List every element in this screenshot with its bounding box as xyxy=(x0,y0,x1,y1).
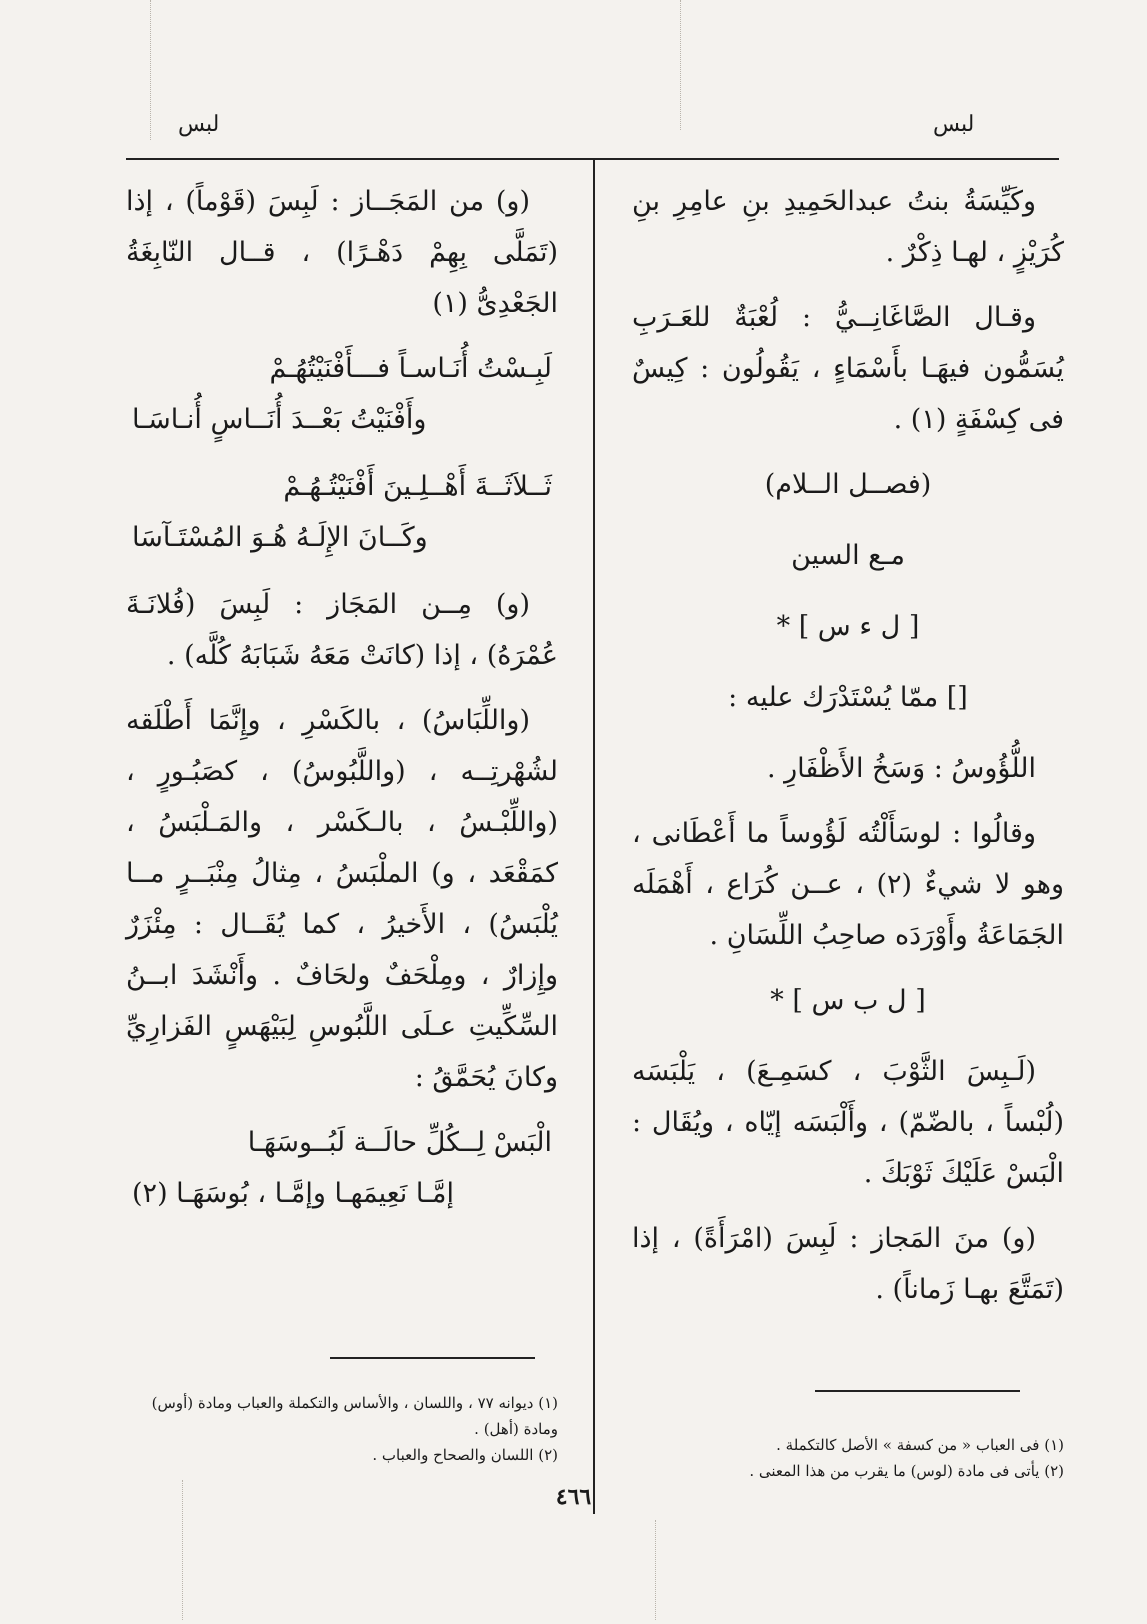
footnote-rule xyxy=(330,1357,535,1359)
verse-hemistich: إمَّـا نَعِيمَهـا وإمَّـا ، بُوسَهَـا (٢) xyxy=(132,1178,455,1209)
running-header-right: لبس xyxy=(933,112,975,137)
verse-hemistich: لَبِـسْتُ أُنَـاسـاً فـــأَفْنَيْتُهُـمْ xyxy=(269,353,552,384)
paragraph: وقـال الصَّاغَانِــيُّ : لُعْبَةٌ للعَـرَبِ يُسَمُّون فيهَـا بأَسْمَاءٍ ، يَقُولُون : كِيسٌ فى كِسْفَةٍ (١) . xyxy=(632,302,1064,435)
paragraph: (لَـبِسَ الثَّوْبَ ، كسَمِـعَ) ، يَلْبَسَه (لُبْساً ، بالضّمّ) ، وأَلْبَسَه إيّاه ، ويُقَال : الْبَسْ عَلَيْكَ ثَوْبَكَ . xyxy=(632,1056,1064,1189)
scan-artifact-line xyxy=(150,0,151,140)
root-note: [] ممّا يُسْتَدْرَك عليه : xyxy=(728,682,968,713)
verse-hemistich: وأَفْنَيْتُ بَعْــدَ أُنَــاسٍ أُنـاسَـا xyxy=(132,404,427,435)
page-number: ٤٦٦ xyxy=(555,1484,592,1510)
verse-hemistich: ثَــلاَثَــةَ أَهْــلِـينَ أَفْنَيْتُـهُـمْ xyxy=(283,471,552,502)
paragraph: وقالُوا : لوسَأَلْتُه لَؤُوساً ما أَعْطَانى ، وهو لا شيءٌ (٢) ، عــن كُرَاع ، أَهْمَلَه الجَمَاعَةُ وأَوْرَدَه صاحِبُ اللِّسَانِ . xyxy=(632,818,1064,951)
footnotes-right xyxy=(630,1432,1064,1484)
paragraph: اللُّؤُوسُ : وَسَخُ الأَظْفَارِ . xyxy=(766,753,1036,784)
scan-artifact-line xyxy=(680,0,681,130)
section-title: (فصــل الــلام) xyxy=(764,469,932,500)
left-column xyxy=(126,176,558,1235)
root-heading: [ ل ء س ] * xyxy=(776,611,920,642)
paragraph: (واللِّبَاسُ) ، بالكَسْرِ ، وإِنَّمَا أَطْلَقه لشُهْرتِــه ، (واللَّبُوسُ) ، كصَبُـورٍ ، (واللِّبْـسُ ، بالـكَسْر ، والمَـلْبَسُ ، كمَقْعَد ، و) الملْبَسُ ، مِثالُ مِنْبَــرٍ مــا يُلْبَسُ) ، الأَخيرُ ، كما يُقَــال : مِئْزَرٌ وإِزارٌ ، ومِلْحَفٌ ولحَافٌ . وأَنْشَدَ ابــنُ السِّكِّيتِ عـلَى اللَّبُوسِ لِبَيْهَسٍ الفَزارِيِّ وكانَ يُحَمَّقُ : xyxy=(126,705,558,1093)
footnote: (٢) اللسان والصحاح والعباب . xyxy=(372,1446,558,1464)
footnote: (٢) يأتى فى مادة (لوس) ما يقرب من هذا المعنى . xyxy=(749,1462,1064,1480)
footnote-rule xyxy=(815,1390,1020,1392)
verse-hemistich: وكَــانَ الإِلَـهُ هُـوَ المُسْتَـآسَا xyxy=(132,522,428,553)
scan-artifact-line xyxy=(655,1520,656,1620)
paragraph: (و) منَ المَجاز : لَبِسَ (امْرَأَةً) ، إذا (تَمَتَّعَ بهـا زَماناً) . xyxy=(632,1223,1064,1305)
section-subtitle: مـع السين xyxy=(791,540,905,571)
root-heading: [ ل ب س ] * xyxy=(770,985,926,1016)
poem-verse xyxy=(126,461,558,563)
footnote: (١) فى العباب « من كسفة » الأصل كالتكملة . xyxy=(776,1436,1064,1454)
poem-verse xyxy=(126,1117,558,1219)
footnote: (١) ديوانه ٧٧ ، واللسان ، والأساس والتكملة والعباب ومادة (أوس) ومادة (أهل) . xyxy=(151,1394,558,1438)
poem-verse xyxy=(126,343,558,445)
footnotes-left xyxy=(126,1390,558,1468)
column-divider xyxy=(593,158,595,1514)
paragraph: (و) من المَجَــاز : لَبِسَ (قَوْماً) ، إذا (تَمَلَّى بِهِمْ دَهْـرًا) ، قــال النّابِغَةُ الجَعْدِىُّ (١) xyxy=(126,186,558,319)
running-header-left: لبس xyxy=(178,112,220,137)
verse-hemistich: الْبَسْ لِــكُلِّ حالَــة لَبُــوسَهَـا xyxy=(247,1127,552,1158)
right-column xyxy=(632,176,1064,1329)
paragraph: وكَيِّسَةُ بنتُ عبدالحَمِيدِ بنِ عامِرِ بنِ كُرَيْزٍ ، لهـا ذِكْرٌ . xyxy=(632,186,1064,268)
paragraph: (و) مِــن المَجَاز : لَبِسَ (فُلانَـةَ عُمْرَهُ) ، إذا (كانَتْ مَعَهُ شَبَابَهُ كُلَّه) . xyxy=(126,589,558,671)
